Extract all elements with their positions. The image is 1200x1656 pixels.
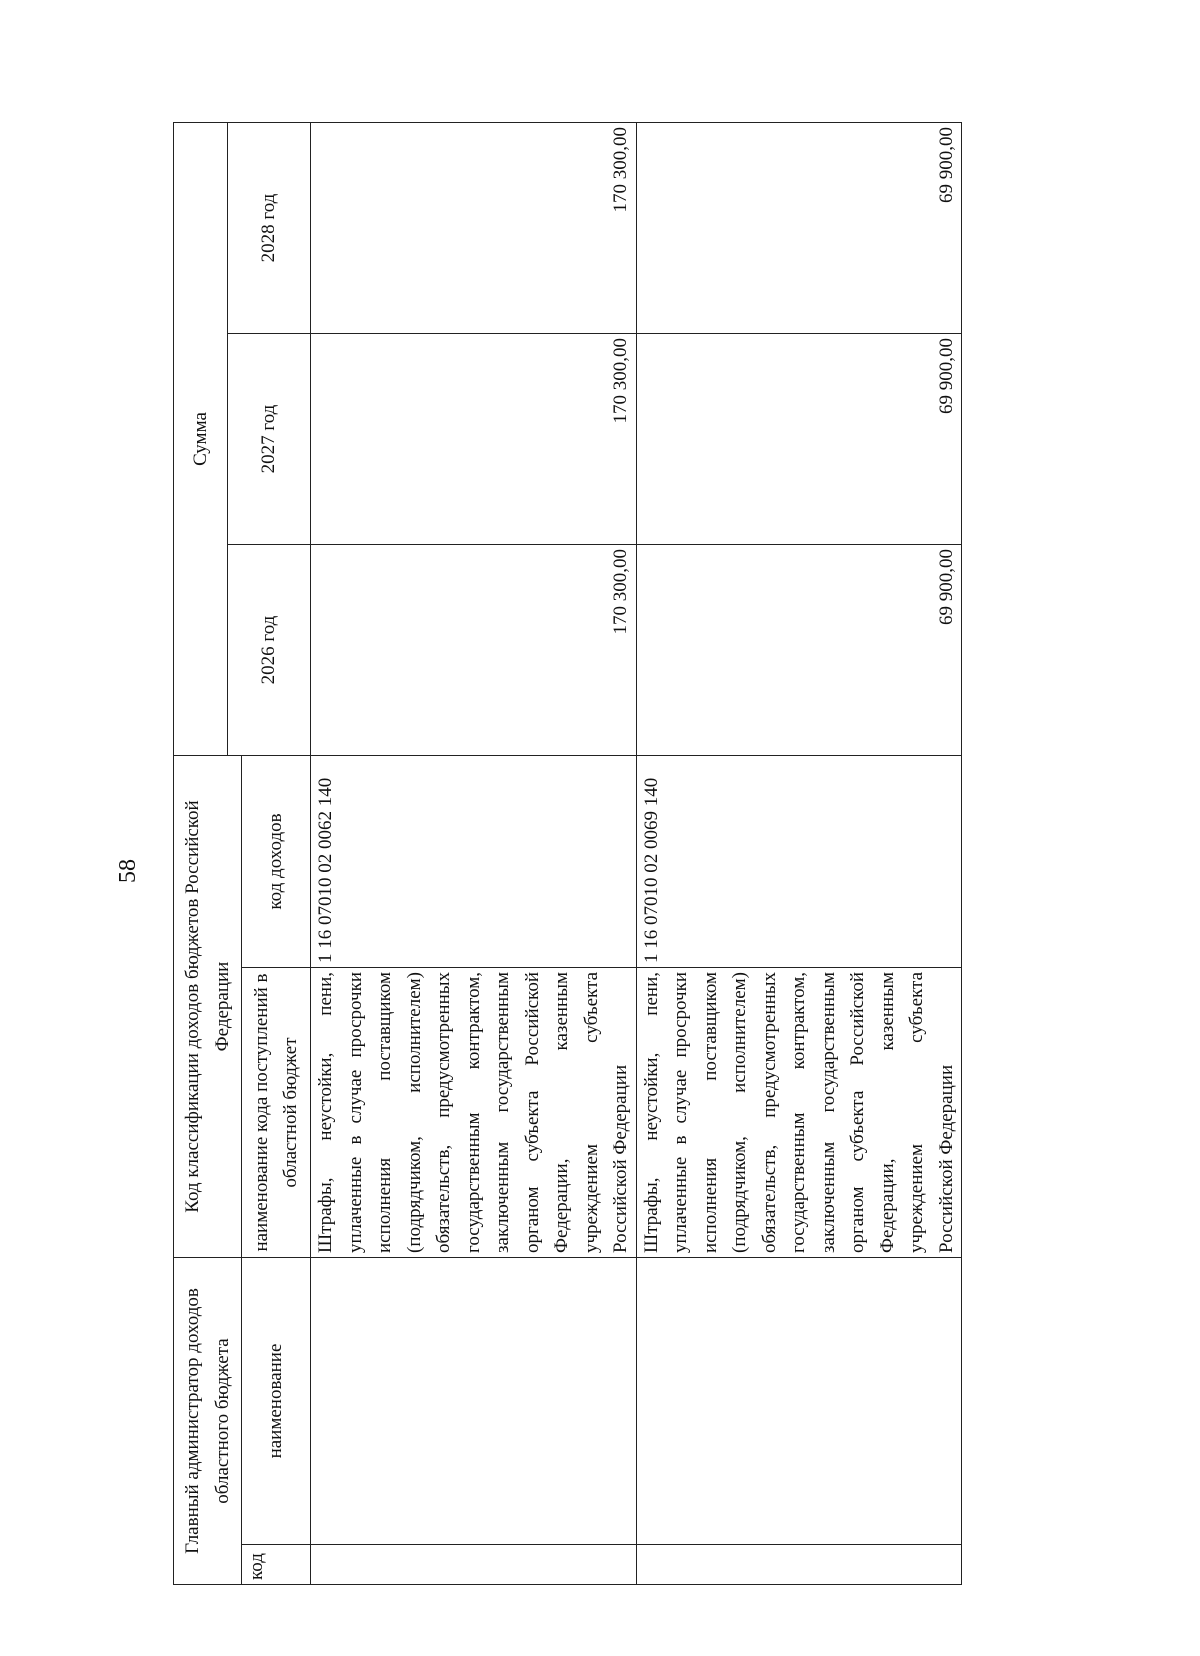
sum-2028-cell: 69 900,00 [636,123,962,334]
income-code-cell: 1 16 07010 02 0062 140 [311,756,637,968]
sum-2026-cell: 170 300,00 [311,545,637,756]
budget-income-table [173,122,962,1585]
page-number: 58 [115,859,141,883]
admin-code-cell [636,1545,962,1585]
income-code-header: код доходов [242,756,311,968]
sum-2026-cell: 69 900,00 [636,545,962,756]
year-2027-header: 2027 год [228,334,311,545]
year-2026-header: 2026 год [228,545,311,756]
income-description-cell: Штрафы, неустойки, пени, уплаченные в случае просрочки исполнения поставщиком (подрядчиком, исполнителем) обязательств, предусмотренных государственным контрактом, заключенным государственным органом субъекта Российской Федерации, казенным учреждением субъекта Российской Федерации [636,968,962,1258]
sum-2028-cell: 170 300,00 [311,123,637,334]
sum-group-header: Сумма [174,123,228,756]
admin-name-cell [636,1258,962,1545]
admin-group-header: Главный администратор доходов областного бюджета [174,1258,242,1585]
income-description-cell: Штрафы, неустойки, пени, уплаченные в случае просрочки исполнения поставщиком (подрядчиком, исполнителем) обязательств, предусмотренных государственным контрактом, заключенным государственным органом субъекта Российской Федерации, казенным учреждением субъекта Российской Федерации [311,968,637,1258]
rotated-page-content [173,123,957,1585]
admin-code-cell [311,1545,637,1585]
year-2028-header: 2028 год [228,123,311,334]
admin-name-cell [311,1258,637,1545]
header-row-1 [174,123,228,1585]
table-row [311,123,637,1585]
sum-2027-cell: 69 900,00 [636,334,962,545]
admin-name-header: наименование [242,1258,311,1545]
income-name-header: наименование кода поступлений в областной бюджет [242,968,311,1258]
income-code-cell: 1 16 07010 02 0069 140 [636,756,962,968]
classification-group-header: Код классификации доходов бюджетов Российской Федерации [174,756,242,1258]
sum-2027-cell: 170 300,00 [311,334,637,545]
admin-code-header: код [242,1545,311,1585]
table-row [636,123,962,1585]
